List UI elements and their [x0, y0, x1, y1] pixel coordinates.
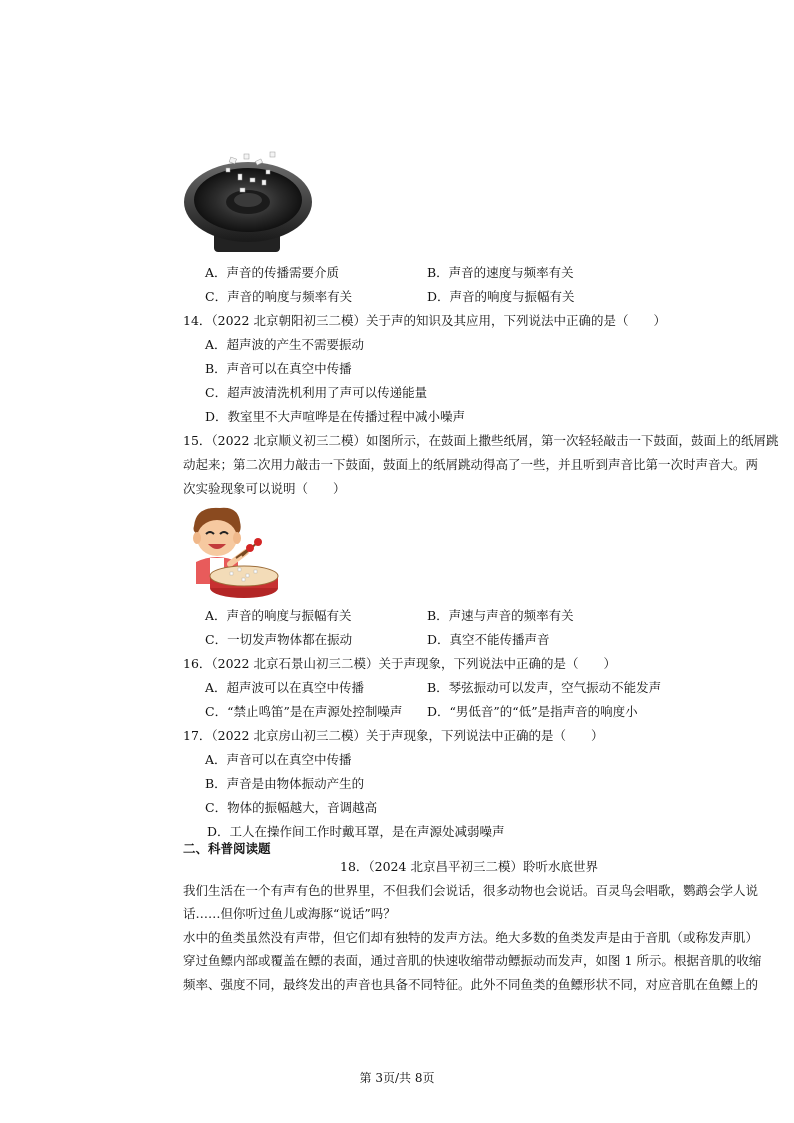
q13-option-c: C．声音的响度与频率有关: [205, 289, 353, 304]
q14-option-c: C．超声波清洗机利用了声可以传递能量: [205, 385, 428, 400]
drummer-illustration: [180, 504, 280, 600]
reading-title: 18．（2024 北京昌平初三二模）聆听水底世界: [340, 859, 598, 874]
q15-stem-line-1: 15．（2022 北京顺义初三二模）如图所示，在鼓面上撒些纸屑，第一次轻轻敲击一下鼓面，鼓面上的纸屑跳: [183, 433, 779, 448]
q16-option-c: C．“禁止鸣笛”是在声源处控制噪声: [205, 704, 403, 719]
section-heading: 二、科普阅读题: [183, 841, 271, 856]
q15-stem-line-2: 动起来；第二次用力敲击一下鼓面，鼓面上的纸屑跳动得高了一些，并且听到声音比第一次时声音大。两: [183, 457, 759, 472]
q13-option-b: B．声音的速度与频率有关: [427, 265, 574, 280]
q16-option-b: B．琴弦振动可以发声，空气振动不能发声: [427, 680, 662, 695]
q17-stem: 17．（2022 北京房山初三二模）关于声现象，下列说法中正确的是（ ）: [183, 728, 604, 743]
q15-stem-line-3: 次实验现象可以说明（ ）: [183, 481, 346, 496]
paragraph-line-5: 频率、强度不同，最终发出的声音也具备不同特征。此外不同鱼类的鱼鳔形状不同，对应音肌在鱼鳔上的: [183, 977, 759, 992]
q15-option-b: B．声速与声音的频率有关: [427, 608, 574, 623]
q17-option-a: A．声音可以在真空中传播: [205, 752, 352, 767]
paragraph-line-4: 穿过鱼鳔内部或覆盖在鳔的表面，通过音肌的快速收缩带动鳔振动而发声，如图 1 所示。根据音肌的收缩: [183, 953, 762, 968]
q13-option-d: D．声音的响度与振幅有关: [427, 289, 575, 304]
q14-option-d: D．教室里不大声喧哗是在传播过程中减小噪声: [205, 409, 466, 424]
q16-option-a: A．超声波可以在真空中传播: [205, 680, 365, 695]
q14-option-a: A．超声波的产生不需要振动: [205, 337, 365, 352]
q15-option-c: C．一切发声物体都在振动: [205, 632, 353, 647]
q14-option-b: B．声音可以在真空中传播: [205, 361, 352, 376]
q15-option-a: A．声音的响度与振幅有关: [205, 608, 352, 623]
paragraph-line-1: 我们生活在一个有声有色的世界里，不但我们会说话，很多动物也会说话。百灵鸟会唱歌，鹦鹉会学人说: [183, 883, 759, 898]
q17-option-d: D．工人在操作间工作时戴耳罩，是在声源处减弱噪声: [207, 824, 505, 839]
q14-stem: 14．（2022 北京朝阳初三二模）关于声的知识及其应用，下列说法中正确的是（ ）: [183, 313, 666, 328]
q13-option-a: A．声音的传播需要介质: [205, 265, 340, 280]
paragraph-line-2: 话……但你听过鱼儿或海豚“说话”吗？: [183, 906, 396, 921]
q16-option-d: D．“男低音”的“低”是指声音的响度小: [427, 704, 638, 719]
q17-option-b: B．声音是由物体振动产生的: [205, 776, 365, 791]
q15-option-d: D．真空不能传播声音: [427, 632, 550, 647]
q16-stem: 16．（2022 北京石景山初三二模）关于声现象，下列说法中正确的是（ ）: [183, 656, 616, 671]
q17-option-c: C．物体的振幅越大，音调越高: [205, 800, 378, 815]
page-number: 第 3页/共 8页: [359, 1071, 435, 1085]
speaker-illustration: [182, 148, 316, 256]
paragraph-line-3: 水中的鱼类虽然没有声带，但它们却有独特的发声方法。绝大多数的鱼类发声是由于音肌（或称发声肌）: [183, 930, 759, 945]
